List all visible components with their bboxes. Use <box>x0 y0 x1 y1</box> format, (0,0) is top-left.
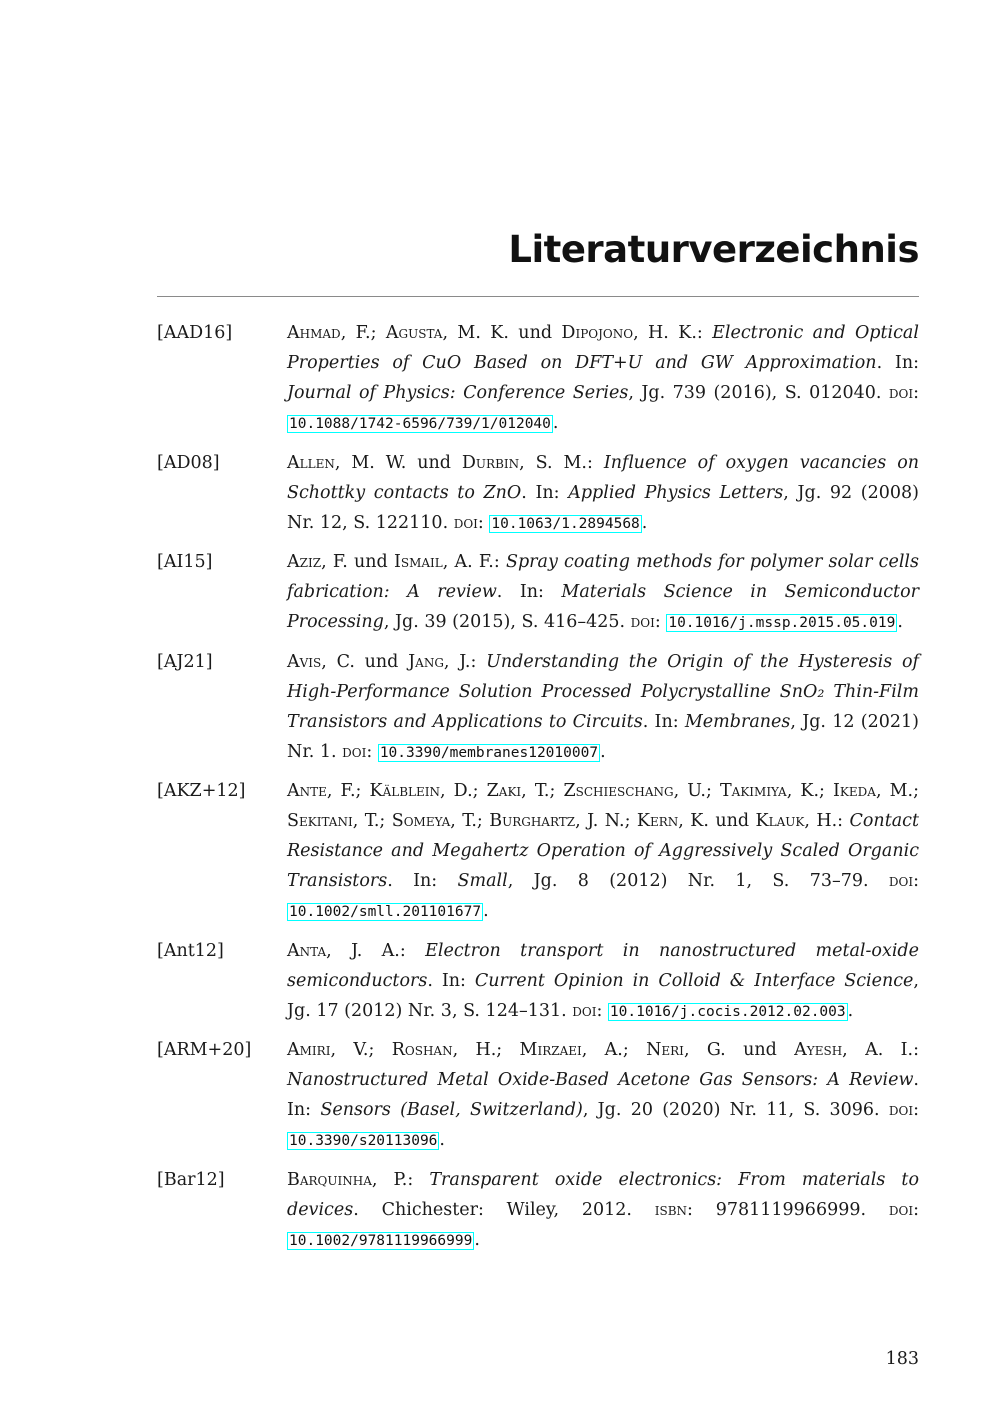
doi-link[interactable]: 10.1002/smll.201101677 <box>289 904 482 920</box>
bib-entry <box>157 448 919 539</box>
author-surname: Ahmad <box>287 323 341 343</box>
bib-body: Ahmad, F.; Agusta, M. K. und Dipojono, H. K.: Electronic and Optical Properties of CuO Based on DFT+U and GW Approximation. In: Journal of Physics: Conference Series, Jg. 739 (2016), S. 012040. doi: 10.1088/1742-6596/739/1/012040 . <box>287 323 920 433</box>
bib-body: Allen, M. W. und Durbin, S. M.: Influence of oxygen vacancies on Schottky contacts to ZnO. In: Applied Physics Letters, Jg. 92 (2008) Nr. 12, S. 122110. doi: 10.1063/1.2894568 . <box>287 452 919 533</box>
author-text: , M. K. und <box>442 323 562 343</box>
bib-entry <box>157 647 919 768</box>
author-surname: Someya <box>391 811 451 831</box>
bib-title: Spray coating methods for polymer solar cells fabrication: A review <box>287 552 919 602</box>
bib-entry <box>157 776 919 927</box>
doi-label: doi <box>888 383 914 403</box>
bib-body: Avis, C. und Jang, J.: Understanding the Origin of the Hysteresis of High-Performance Solution Processed Polycrystalline SnO₂ Thin-Film Transistors and Applications to Circuits. In: Membranes, Jg. 12 (2021) Nr. 1. doi: 10.3390/membranes12010007 . <box>287 651 919 762</box>
bib-details: Chichester: Wiley, 2012. <box>381 1199 655 1220</box>
bib-venue: Sensors (Basel, Switzerland) <box>320 1100 583 1120</box>
bib-key: [AJ21] <box>157 651 213 672</box>
author-text: , M. W. und <box>334 452 462 473</box>
bib-in: . In: <box>642 711 685 732</box>
author-text: , U.; <box>673 781 720 801</box>
doi-link[interactable]: 10.1016/j.mssp.2015.05.019 <box>668 615 896 631</box>
author-text: , S. M.: <box>519 452 604 473</box>
author-surname: Takimiya <box>719 781 787 801</box>
bib-in: . In: <box>287 1070 919 1120</box>
bib-body: Aziz, F. und Ismail, A. F.: Spray coating methods for polymer solar cells fabrication: A review. In: Materials Science in Semiconductor Processing, Jg. 39 (2015), S. 416–425. doi: 10.1016/j.mssp.2015.05.019 . <box>287 552 919 632</box>
bib-entry <box>157 318 919 439</box>
bib-details: , Jg. 17 (2012) Nr. 3, S. 124–131. <box>287 970 919 1021</box>
bib-venue: Small <box>457 871 508 891</box>
author-text: , J.: <box>443 651 487 672</box>
author-text: , F.; <box>326 781 370 801</box>
bib-in: . In: <box>427 970 475 991</box>
bib-in: . In: <box>496 582 562 602</box>
bib-title: Electron transport in nanostructured metal-oxide semiconductors <box>287 940 919 991</box>
bib-in: . In: <box>387 871 458 891</box>
author-text: , H.: <box>804 811 850 831</box>
bib-key: [Ant12] <box>157 940 224 961</box>
author-surname: Mirzaei <box>519 1040 582 1060</box>
doi-label: doi <box>630 612 655 632</box>
author-surname: Ante <box>287 781 327 801</box>
author-surname: Allen <box>287 452 335 473</box>
bib-in: . In: <box>521 482 569 503</box>
author-surname: Anta <box>287 940 327 961</box>
author-surname: Agusta <box>385 323 443 343</box>
bib-details: , Jg. 739 (2016), S. 012040. <box>628 383 889 403</box>
author-text: , T.; <box>352 811 392 831</box>
bib-key: [AKZ+12] <box>157 781 246 801</box>
bib-in: . In: <box>876 353 919 373</box>
author-text: , T.; <box>521 781 564 801</box>
author-surname: Ikeda <box>833 781 876 801</box>
bib-venue: Applied Physics Letters <box>568 482 784 503</box>
author-surname: Klauk <box>755 811 805 831</box>
author-surname: Amiri <box>287 1040 331 1060</box>
bib-details: , Jg. 39 (2015), S. 416–425. <box>383 612 631 632</box>
bib-details: , Jg. 20 (2020) Nr. 11, S. 3096. <box>582 1100 889 1120</box>
doi-label: doi <box>888 1100 914 1120</box>
bib-title: Influence of oxygen vacancies on Schottky contacts to ZnO <box>287 452 919 503</box>
author-surname: Ayesh <box>794 1040 843 1060</box>
author-text: , T.; <box>450 811 490 831</box>
isbn-value: 9781119966999 <box>715 1199 861 1220</box>
bib-body: Amiri, V.; Roshan, H.; Mirzaei, A.; Neri, G. und Ayesh, A. I.: Nanostructured Metal Oxide-Based Acetone Gas Sensors: A Review. In: Sensors (Basel, Switzerland), Jg. 20 (2020) Nr. 11, S. 3096. doi: 10.3390/s20113096 . <box>287 1040 919 1150</box>
author-text: , J. A.: <box>326 940 426 961</box>
author-text: , P.: <box>371 1169 430 1190</box>
author-text: , F. und <box>321 552 394 572</box>
bib-body: Barquinha, P.: Transparent oxide electronics: From materials to devices. Chichester: Wiley, 2012. isbn: 9781119966999. doi: 10.1002/9781119966999 . <box>287 1169 919 1250</box>
bib-entry <box>157 1035 919 1156</box>
author-surname: Sekitani <box>287 811 353 831</box>
author-surname: Zschieschang <box>563 781 674 801</box>
bib-venue: Membranes <box>684 711 791 732</box>
author-surname: Aziz <box>287 552 322 572</box>
author-text: , D.; <box>440 781 487 801</box>
doi-link[interactable]: 10.3390/membranes12010007 <box>379 744 599 761</box>
author-text: , A.; <box>581 1040 647 1060</box>
author-surname: Dipojono <box>561 323 634 343</box>
bib-title: Nanostructured Metal Oxide-Based Acetone Gas Sensors: A Review <box>287 1070 914 1090</box>
doi-link[interactable]: 10.1002/9781119966999 <box>289 1232 473 1249</box>
author-surname: Burghartz <box>489 811 576 831</box>
author-text: , H.; <box>452 1040 520 1060</box>
bib-title: Transparent oxide electronics: From materials to devices <box>287 1169 919 1220</box>
author-text: , K. und <box>678 811 756 831</box>
bib-venue: Journal of Physics: Conference Series <box>287 383 629 403</box>
bib-body: Anta, J. A.: Electron transport in nanostructured metal-oxide semiconductors. In: Current Opinion in Colloid & Interface Science, Jg. 17 (2012) Nr. 3, S. 124–131. doi: 10.1016/j.cocis.2012.02.003 . <box>287 940 919 1021</box>
author-surname: Neri <box>646 1040 684 1060</box>
author-text: , F.; <box>340 323 386 343</box>
bibliography-list <box>157 318 919 1264</box>
author-surname: Roshan <box>391 1040 453 1060</box>
bib-venue: Materials Science in Semiconductor Processing <box>287 582 919 632</box>
doi-label: doi <box>453 512 478 533</box>
author-surname: Durbin <box>461 452 520 473</box>
doi-label: doi <box>888 1199 914 1220</box>
bib-details: , Jg. 8 (2012) Nr. 1, S. 73–79. <box>507 871 889 891</box>
bib-details: , Jg. 92 (2008) Nr. 12, S. 122110. <box>287 482 919 533</box>
author-text: , H. K.: <box>633 323 713 343</box>
doi-link[interactable]: 10.1063/1.2894568 <box>491 515 640 532</box>
bib-title: Contact Resistance and Megahertz Operation of Aggressively Scaled Organic Transistors <box>287 811 919 891</box>
bib-details: , Jg. 12 (2021) Nr. 1. <box>287 711 919 762</box>
author-text: , A. I.: <box>842 1040 919 1060</box>
author-surname: Barquinha <box>287 1169 372 1190</box>
isbn-label: isbn <box>654 1199 688 1220</box>
doi-label: doi <box>888 871 914 891</box>
bib-entry <box>157 936 919 1027</box>
author-text: , V.; <box>330 1040 392 1060</box>
author-surname: Kern <box>636 811 679 831</box>
bib-key: [AAD16] <box>157 323 233 343</box>
bib-key: [AI15] <box>157 552 213 572</box>
author-surname: Zaki <box>486 781 522 801</box>
author-text: , J. N.; <box>575 811 637 831</box>
page-number: 183 <box>885 1349 919 1369</box>
bib-key: [Bar12] <box>157 1169 225 1190</box>
author-text: , M.; <box>875 781 919 801</box>
author-surname: Ismail <box>393 552 443 572</box>
bib-entry <box>157 1165 919 1256</box>
author-surname: Kälblein <box>369 781 441 801</box>
doi-link[interactable]: 10.3390/s20113096 <box>289 1133 438 1149</box>
author-surname: Avis <box>287 651 322 672</box>
bib-venue: Current Opinion in Colloid & Interface Science <box>474 970 914 991</box>
author-text: , K.; <box>786 781 833 801</box>
bib-title: Understanding the Origin of the Hysteresis of High-Performance Solution Processed Polycrystalline SnO₂ Thin-Film Transistors and Applications to Circuits <box>287 651 919 732</box>
chapter-title: Literaturverzeichnis <box>508 228 919 271</box>
doi-link[interactable]: 10.1016/j.cocis.2012.02.003 <box>609 1003 846 1020</box>
author-text: , G. und <box>683 1040 795 1060</box>
author-text: , C. und <box>321 651 409 672</box>
doi-label: doi <box>572 1000 597 1021</box>
bib-body: Ante, F.; Kälblein, D.; Zaki, T.; Zschieschang, U.; Takimiya, K.; Ikeda, M.; Sekitani, T.; Someya, T.; Burghartz, J. N.; Kern, K. und Klauk, H.: Contact Resistance and Megahertz Operation of Aggressively Scaled Organic Transistors. In: Small, Jg. 8 (2012) Nr. 1, S. 73–79. doi: 10.1002/smll.201101677 . <box>287 781 919 921</box>
bib-key: [ARM+20] <box>157 1040 252 1060</box>
author-surname: Jang <box>408 651 444 672</box>
title-rule <box>157 296 919 297</box>
bib-title: Electronic and Optical Properties of CuO Based on DFT+U and GW Approximation <box>287 323 919 373</box>
author-text: , A. F.: <box>442 552 506 572</box>
doi-label: doi <box>342 741 367 762</box>
doi-link[interactable]: 10.1088/1742-6596/739/1/012040 <box>289 416 551 432</box>
bib-key: [AD08] <box>157 452 220 473</box>
bib-entry <box>157 547 919 638</box>
bib-in: . <box>353 1199 382 1220</box>
